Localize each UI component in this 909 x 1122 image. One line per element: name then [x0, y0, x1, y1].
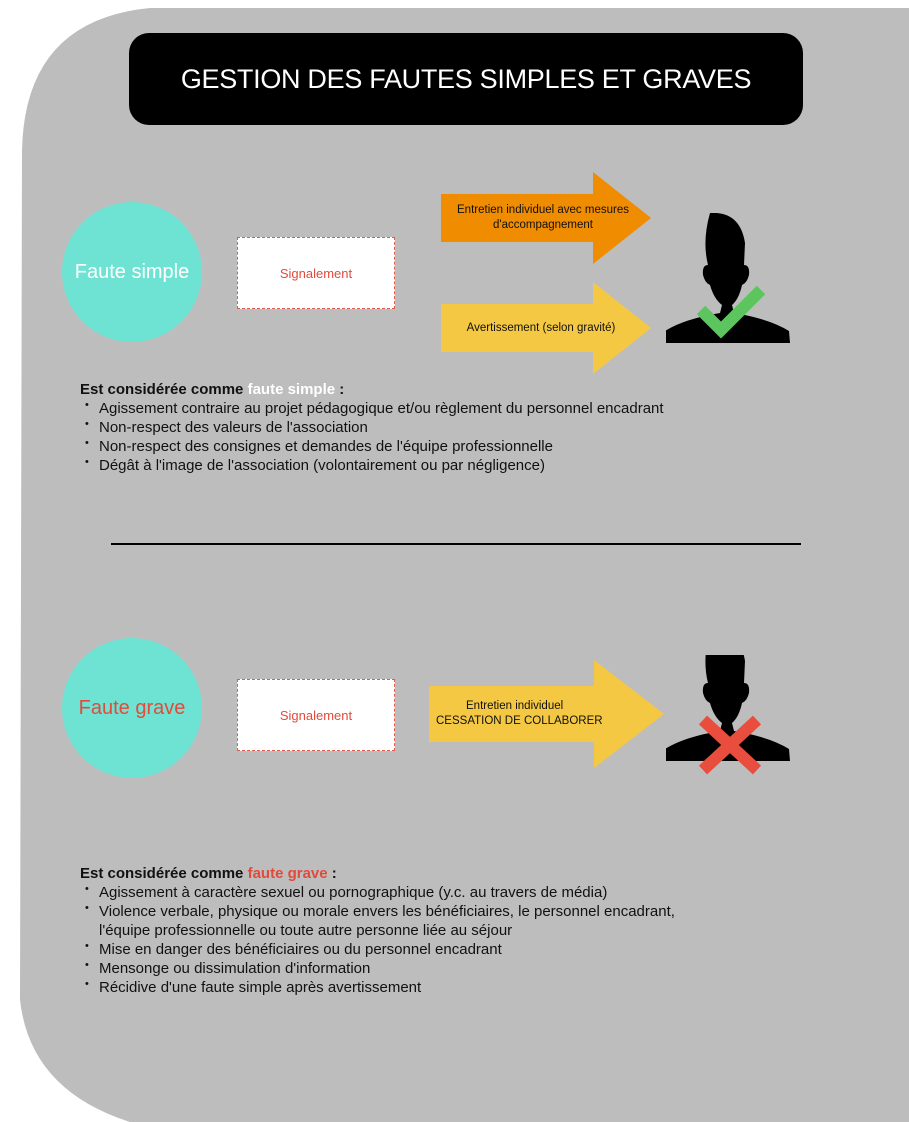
- heading-suffix: :: [327, 865, 337, 882]
- signalement-label: Signalement: [279, 707, 353, 723]
- list-item: • Agissement à caractère sexuel ou pornographique (y.c. au travers de média): [80, 883, 720, 902]
- title-bar: [129, 33, 803, 125]
- faute-simple-label: Faute simple: [74, 260, 190, 283]
- check-icon: [695, 284, 767, 340]
- faute-grave-circle: [62, 638, 202, 778]
- faute-grave-list: [80, 883, 720, 997]
- signalement-label: Signalement: [279, 265, 353, 281]
- arrow-avertissement-text: Avertissement (selon gravité): [466, 321, 616, 334]
- heading-suffix: :: [335, 381, 345, 398]
- list-item: • Non-respect des valeurs de l'association: [80, 418, 720, 437]
- heading-highlight: faute simple: [247, 381, 336, 398]
- page-title: GESTION DES FAUTES SIMPLES ET GRAVES: [180, 63, 752, 94]
- section-divider: [111, 543, 801, 545]
- arrow-cessation-line2: CESSATION DE COLLABORER: [436, 715, 603, 727]
- faute-grave-definition: [80, 864, 720, 997]
- list-item: • Dégât à l'image de l'association (volontairement ou par négligence): [80, 456, 720, 475]
- heading-highlight: faute grave: [247, 865, 328, 882]
- faute-grave-label: Faute grave: [78, 696, 186, 719]
- arrow-cessation-line1: Entretien individuel: [466, 700, 564, 713]
- arrow-entretien-accompagnement-text: Entretien individuel avec mesures d'accompagnement: [457, 204, 629, 231]
- cross-icon: [697, 714, 763, 776]
- faute-simple-list: [80, 399, 720, 475]
- list-item: • Mise en danger des bénéficiaires ou du personnel encadrant: [80, 940, 720, 959]
- list-item: • Non-respect des consignes et demandes de l'équipe professionnelle: [80, 437, 720, 456]
- signalement-box-simple: [237, 237, 395, 309]
- arrow-cessation-text: [436, 688, 636, 740]
- list-item: • Agissement contraire au projet pédagogique et/ou règlement du personnel encadrant: [80, 399, 720, 418]
- heading-prefix: Est considérée comme: [80, 381, 248, 398]
- faute-simple-heading: [80, 380, 720, 399]
- heading-prefix: Est considérée comme: [80, 865, 248, 882]
- signalement-box-grave: [237, 679, 395, 751]
- list-item: • Mensonge ou dissimulation d'information: [80, 959, 720, 978]
- faute-simple-definition: [80, 380, 720, 475]
- faute-grave-heading: [80, 864, 720, 883]
- list-item: • Récidive d'une faute simple après avertissement: [80, 978, 720, 997]
- list-item: • Violence verbale, physique ou morale envers les bénéficiaires, le personnel encadrant, l'équipe professionnelle ou toute autre personne liée au séjour: [80, 902, 720, 940]
- faute-simple-circle: [62, 202, 202, 342]
